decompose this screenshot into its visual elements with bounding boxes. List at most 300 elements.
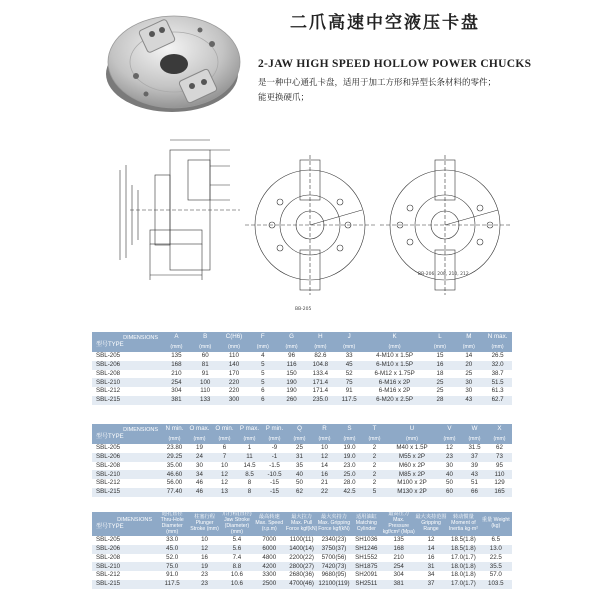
column-header: X (487, 424, 512, 435)
unit-header: (mm) (387, 435, 437, 444)
column-header: N min. (162, 424, 187, 435)
table-row (92, 444, 512, 453)
header-label-cell (92, 424, 162, 444)
column-header: 通孔直径 Thru-Hole Diameter (mm) (156, 512, 188, 536)
value-cell: 45.0 (156, 545, 188, 554)
side-view-drawing (120, 140, 240, 280)
column-header: N max. (483, 332, 512, 343)
value-cell: 5700(56) (321, 553, 347, 561)
value-cell: SH1552 (355, 553, 378, 561)
model-cell: SBL-206 (92, 545, 156, 554)
dimensions-label: DIMENSIONS (117, 517, 152, 524)
value-cell: 3750(37) (318, 545, 350, 554)
table-row (92, 488, 512, 497)
value-cell: SH1036 (355, 536, 378, 544)
value-cell: 110 (487, 470, 512, 479)
value-cell: 52.0 (166, 553, 179, 561)
table-row (92, 545, 512, 554)
value-cell: 51.5 (483, 378, 512, 387)
value-cell: 30 (196, 461, 203, 469)
value-cell: 28 (426, 396, 455, 405)
value-cell: 171.4 (312, 387, 329, 395)
value-cell: 33.0 (166, 536, 179, 544)
column-header: H (306, 332, 335, 343)
column-header: 转动惯量 Moment of Inertia kg·m² (447, 512, 479, 536)
value-cell: 82.6 (314, 352, 327, 360)
value-cell: -1.5 (269, 461, 280, 469)
value-cell: 103.5 (480, 580, 512, 589)
value-cell: 81 (191, 361, 220, 370)
value-cell: 10.6 (221, 580, 253, 589)
specifications-table (92, 512, 512, 589)
value-cell: 18.0(1.8) (451, 571, 476, 579)
type-label: 型号TYPE (96, 523, 124, 530)
column-header: U (387, 424, 437, 435)
value-cell: 28.0 (343, 479, 356, 487)
value-cell: 17.0(1.7) (451, 553, 476, 561)
value-cell: 24 (187, 453, 212, 462)
unit-header: (mm) (237, 435, 262, 444)
value-cell: 46 (187, 488, 212, 497)
value-cell: 165 (487, 488, 512, 497)
description (258, 76, 528, 106)
value-cell: 6-M16 x 2P (378, 387, 411, 395)
title-en: 2-JAW HIGH SPEED HOLLOW POWER CHUCKS (258, 58, 532, 70)
value-cell: 4-M10 x 1.5P (376, 352, 413, 360)
table-row (92, 479, 512, 488)
column-header: R (312, 424, 337, 435)
value-cell: 171.4 (306, 378, 335, 387)
model-cell: SBL-212 (96, 387, 121, 395)
header-row (92, 512, 512, 536)
table-row (92, 387, 512, 396)
value-cell: 23 (201, 571, 208, 579)
value-cell: 6-M12 x 1.75P (374, 369, 415, 377)
dimensions-table-1 (92, 332, 512, 405)
value-cell: 133.4 (312, 369, 329, 377)
unit-header: (mm) (162, 343, 191, 352)
value-cell: 116 (277, 361, 306, 370)
value-cell: 12 (212, 470, 237, 479)
drawing-svg (100, 130, 530, 320)
model-cell: SBL-208 (96, 553, 121, 561)
unit-header: (mm) (337, 435, 362, 444)
unit-header: (mm) (364, 343, 426, 352)
value-cell: 16 (426, 361, 455, 370)
value-cell: 2 (362, 453, 387, 462)
value-cell: 18.5(1.8) (447, 545, 479, 554)
value-cell: 190 (277, 378, 306, 387)
value-cell: 210 (171, 369, 182, 377)
column-header: 最大夹持力 Max. Gripping Force kgf(kN) (318, 512, 350, 536)
unit-header: (mm) (287, 435, 312, 444)
value-cell: 46.60 (162, 470, 187, 479)
value-cell: 62 (496, 444, 503, 452)
value-cell: 35.5 (480, 562, 512, 571)
value-cell: 9680(95) (321, 571, 347, 579)
value-cell: 25.0 (337, 470, 362, 479)
column-header: K (364, 332, 426, 343)
model-cell: SBL-215 (92, 396, 162, 405)
unit-header: (mm) (187, 435, 212, 444)
value-cell: 1100(11) (289, 536, 314, 544)
unit-header: (mm) (454, 343, 483, 352)
value-cell: 6 (261, 387, 265, 395)
value-cell: 23 (188, 580, 220, 589)
table-row (92, 370, 512, 379)
value-cell: 5.6 (221, 545, 253, 554)
value-cell: 12 (427, 536, 435, 544)
value-cell: 8.8 (221, 562, 253, 571)
column-header: J (335, 332, 364, 343)
value-cell: 31.5 (468, 444, 481, 452)
value-cell: 73 (487, 453, 512, 462)
value-cell: 10 (201, 536, 208, 544)
column-header: 最大夹持范围 Gripping Range (415, 512, 447, 536)
value-cell: 12 (221, 479, 228, 487)
value-cell: 150 (286, 369, 297, 377)
column-header: F (248, 332, 277, 343)
value-cell: -9 (271, 444, 278, 452)
unit-header: (mm) (483, 343, 512, 352)
value-cell: 22 (312, 488, 337, 497)
value-cell: 7 (212, 453, 237, 462)
column-header: 适用油缸 Matching Cylinder (350, 512, 382, 536)
value-cell: -1 (262, 453, 287, 462)
value-cell: 31 (287, 453, 312, 462)
value-cell: 11 (237, 453, 262, 462)
value-cell: 117.5 (156, 580, 188, 589)
value-cell: 25 (296, 444, 303, 452)
value-cell: M100 x 2P (397, 479, 427, 487)
dimensions-label: DIMENSIONS (123, 427, 158, 434)
value-cell: 62.7 (483, 396, 512, 405)
column-header: 爪行程(直径) Jaw Stroke (Diameter) (mm) (222, 512, 252, 535)
column-header: 最高转速 Max. Speed (r.p.m) (253, 512, 285, 536)
value-cell: 43 (454, 396, 483, 405)
value-cell: 168 (383, 545, 415, 554)
column-header: G (277, 332, 306, 343)
unit-header: (mm) (312, 435, 337, 444)
value-cell: 6 (222, 444, 227, 452)
value-cell: 16 (427, 553, 435, 561)
value-cell: 6.5 (491, 536, 501, 544)
value-cell: 110 (229, 352, 239, 360)
title-cn: 二爪高速中空液压卡盘 (290, 13, 480, 33)
chuck-photo (100, 4, 245, 114)
table-row (92, 562, 512, 571)
value-cell: 10 (321, 444, 328, 452)
dimensions-table-2 (92, 424, 512, 497)
value-cell: 23 (437, 453, 462, 462)
type-label: 型号TYPE (96, 433, 124, 440)
value-cell: 29.25 (162, 453, 187, 462)
value-cell: -15 (262, 488, 287, 497)
unit-header: (mm) (462, 435, 487, 444)
value-cell: M60 x 2P (398, 461, 426, 469)
value-cell: M130 x 2P (387, 488, 437, 497)
table-row (92, 352, 512, 361)
value-cell: 304 (393, 571, 404, 579)
value-cell: 30 (454, 378, 483, 387)
unit-header: (mm) (306, 343, 335, 352)
value-cell: 110 (200, 387, 211, 395)
caption-left: BB-205 (295, 307, 312, 312)
model-cell: SBL-210 (92, 470, 162, 479)
value-cell: M40 x 1.5P (396, 444, 428, 452)
value-cell: 381 (383, 580, 415, 589)
value-cell: 31 (415, 562, 447, 571)
column-header: O min. (212, 424, 237, 435)
value-cell: 50 (296, 479, 303, 487)
value-cell: 5.4 (232, 536, 242, 544)
model-cell: SBL-206 (92, 453, 162, 462)
column-header: 最高压力 Max. Pressure kgf/cm² (Mpa) (382, 512, 415, 535)
column-header: W (462, 424, 487, 435)
value-cell: 129 (494, 479, 505, 487)
column-header: 最大拉力 Max. Pull Force kgf(kN) (285, 512, 317, 536)
value-cell: 14 (465, 352, 473, 360)
value-cell: 8 (247, 479, 252, 487)
value-cell: 18 (436, 369, 444, 377)
value-cell: 19 (188, 562, 220, 571)
front-view-left-drawing (245, 155, 375, 295)
value-cell: 12 (446, 444, 453, 452)
model-cell: SBL-206 (92, 361, 162, 370)
unit-header: (mm) (248, 343, 277, 352)
value-cell: 6-M20 x 2.5P (364, 396, 426, 405)
model-cell: SBL-212 (96, 479, 121, 487)
value-cell: 4800 (262, 553, 277, 561)
value-cell: 75 (335, 378, 364, 387)
unit-header: (mm) (277, 343, 306, 352)
value-cell: 12 (312, 453, 337, 462)
column-header: S (337, 424, 362, 435)
value-cell: 13.0 (480, 545, 512, 554)
value-cell: 19.0 (337, 453, 362, 462)
value-cell: M85 x 2P (387, 470, 437, 479)
value-cell: 12 (188, 545, 220, 554)
value-cell: 2200(22) (289, 553, 314, 561)
value-cell: 300 (220, 396, 249, 405)
value-cell: 235.0 (306, 396, 335, 405)
column-header: C(H6) (220, 332, 249, 343)
value-cell: 46 (196, 479, 203, 487)
value-cell: 190 (286, 387, 297, 395)
header-label-cell (92, 332, 162, 352)
value-cell: 37 (415, 580, 447, 589)
value-cell: 5 (362, 488, 387, 497)
value-cell: 100 (191, 378, 220, 387)
value-cell: 23.80 (166, 444, 183, 452)
column-header: L (426, 332, 455, 343)
model-cell: SBL-205 (96, 352, 121, 360)
value-cell: 8.5 (237, 470, 262, 479)
value-cell: 220 (220, 378, 249, 387)
value-cell: 5 (248, 378, 277, 387)
value-cell: 26.5 (491, 352, 504, 360)
model-cell: SBL-205 (96, 444, 121, 452)
table-row (92, 536, 512, 545)
value-cell: 6-M10 x 1.5P (364, 361, 426, 370)
table-row (92, 361, 512, 370)
caption-right: BB-206, 208, 210, 212 (418, 272, 469, 277)
unit-header: (mm) (262, 435, 287, 444)
value-cell: 2800(27) (285, 562, 317, 571)
value-cell: 210 (393, 553, 404, 561)
value-cell: 5 (261, 369, 265, 377)
column-header: O max. (187, 424, 212, 435)
value-cell: -15 (270, 479, 279, 487)
value-cell: 168 (162, 361, 191, 370)
value-cell: 39 (471, 461, 478, 469)
model-cell: SBL-210 (92, 378, 162, 387)
value-cell: 37 (462, 453, 487, 462)
column-header: M (454, 332, 483, 343)
value-cell: 61.3 (491, 387, 504, 395)
model-cell: SBL-205 (96, 536, 121, 544)
unit-header: (mm) (335, 343, 364, 352)
value-cell: 254 (162, 378, 191, 387)
dimensions-label: DIMENSIONS (123, 335, 158, 342)
value-cell: 7.4 (232, 553, 242, 561)
value-cell: 2 (372, 444, 377, 452)
value-cell: 14 (415, 545, 447, 554)
value-cell: 32.0 (483, 361, 512, 370)
value-cell: 57.0 (489, 571, 502, 579)
value-cell: 2500 (253, 580, 285, 589)
value-cell: 10 (221, 461, 228, 469)
value-cell: 91 (345, 387, 353, 395)
value-cell: 42.5 (337, 488, 362, 497)
value-cell: 51 (471, 479, 478, 487)
value-cell: 60 (201, 352, 209, 360)
value-cell: 4200 (253, 562, 285, 571)
value-cell: SH1875 (350, 562, 382, 571)
value-cell: 6-M16 x 2P (364, 378, 426, 387)
value-cell: 2680(36) (289, 571, 314, 579)
header-label-cell (92, 512, 156, 536)
value-cell: 16 (312, 470, 337, 479)
value-cell: SH2091 (355, 571, 378, 579)
unit-header: (mm) (487, 435, 512, 444)
value-cell: 104.8 (306, 361, 335, 370)
type-label: 型号TYPE (96, 341, 124, 348)
value-cell: 14 (321, 461, 328, 469)
value-cell: 2 (362, 470, 387, 479)
table-row (92, 462, 512, 471)
value-cell: 25 (465, 369, 473, 377)
value-cell: 18.0(1.8) (447, 562, 479, 571)
column-header: V (437, 424, 462, 435)
table-row (92, 580, 512, 589)
value-cell: 25 (426, 378, 455, 387)
value-cell: 21 (321, 479, 328, 487)
unit-header: (mm) (212, 435, 237, 444)
unit-header: (mm) (426, 343, 455, 352)
model-cell: SBL-212 (96, 571, 121, 579)
value-cell: 6000 (253, 545, 285, 554)
column-header: P min. (262, 424, 287, 435)
value-cell: 6 (248, 396, 277, 405)
model-cell: SBL-215 (92, 580, 156, 589)
model-cell: SBL-215 (92, 488, 162, 497)
model-cell: SBL-208 (96, 461, 121, 469)
value-cell: 13 (212, 488, 237, 497)
unit-header: (mm) (191, 343, 220, 352)
value-cell: 381 (162, 396, 191, 405)
value-cell: 75.0 (156, 562, 188, 571)
value-cell: 34 (427, 571, 435, 579)
value-cell: 35.00 (166, 461, 183, 469)
value-cell: 50 (446, 479, 453, 487)
table-row (92, 378, 512, 387)
value-cell: 22.5 (489, 553, 502, 561)
value-cell: 52 (345, 369, 353, 377)
value-cell: 304 (171, 387, 182, 395)
value-cell: 15 (436, 352, 444, 360)
value-cell: 135 (171, 352, 182, 360)
model-cell: SBL-208 (96, 369, 121, 377)
value-cell: 1 (247, 444, 252, 452)
value-cell: 10.6 (230, 571, 243, 579)
unit-header: (mm) (437, 435, 462, 444)
value-cell: 220 (228, 387, 240, 395)
value-cell: 43 (462, 470, 487, 479)
value-cell: 3300 (262, 571, 277, 579)
value-cell: 133 (191, 396, 220, 405)
technical-drawings (100, 130, 530, 320)
value-cell: 40 (437, 470, 462, 479)
value-cell: 35 (296, 461, 303, 469)
unit-header: (mm) (362, 435, 387, 444)
value-cell: 254 (383, 562, 415, 571)
value-cell: 2 (372, 479, 377, 487)
value-cell: 17.0(1.7) (447, 580, 479, 589)
column-header: B (191, 332, 220, 343)
value-cell: 4700(46) (285, 580, 317, 589)
value-cell: 19.0 (343, 444, 356, 452)
value-cell: 2340(23) (321, 536, 347, 544)
value-cell: 95 (496, 461, 503, 469)
value-cell: SH1246 (350, 545, 382, 554)
value-cell: 62 (287, 488, 312, 497)
value-cell: 16 (201, 553, 208, 561)
table-row (92, 554, 512, 563)
description-line-1: 是一种中心通孔卡盘，适用于加工方形和异型长条材料的零件； (258, 78, 497, 88)
description-line-2: 能更换硬爪； (258, 93, 310, 103)
value-cell: 4 (261, 352, 265, 360)
value-cell: SH2511 (350, 580, 382, 589)
value-cell: 30 (446, 461, 453, 469)
value-cell: -10.5 (262, 470, 287, 479)
header-row (92, 424, 512, 435)
column-header: Q (287, 424, 312, 435)
unit-header: (mm) (162, 435, 187, 444)
value-cell: 77.40 (162, 488, 187, 497)
value-cell: 117.5 (335, 396, 364, 405)
value-cell: 45 (335, 361, 364, 370)
value-cell: 96 (288, 352, 296, 360)
value-cell: M55 x 2P (387, 453, 437, 462)
column-header: P max. (237, 424, 262, 435)
value-cell: 91 (201, 369, 209, 377)
header-row (92, 332, 512, 343)
table-row (92, 396, 512, 405)
value-cell: 19 (196, 444, 203, 452)
value-cell: 2 (372, 461, 377, 469)
value-cell: 1400(14) (285, 545, 317, 554)
